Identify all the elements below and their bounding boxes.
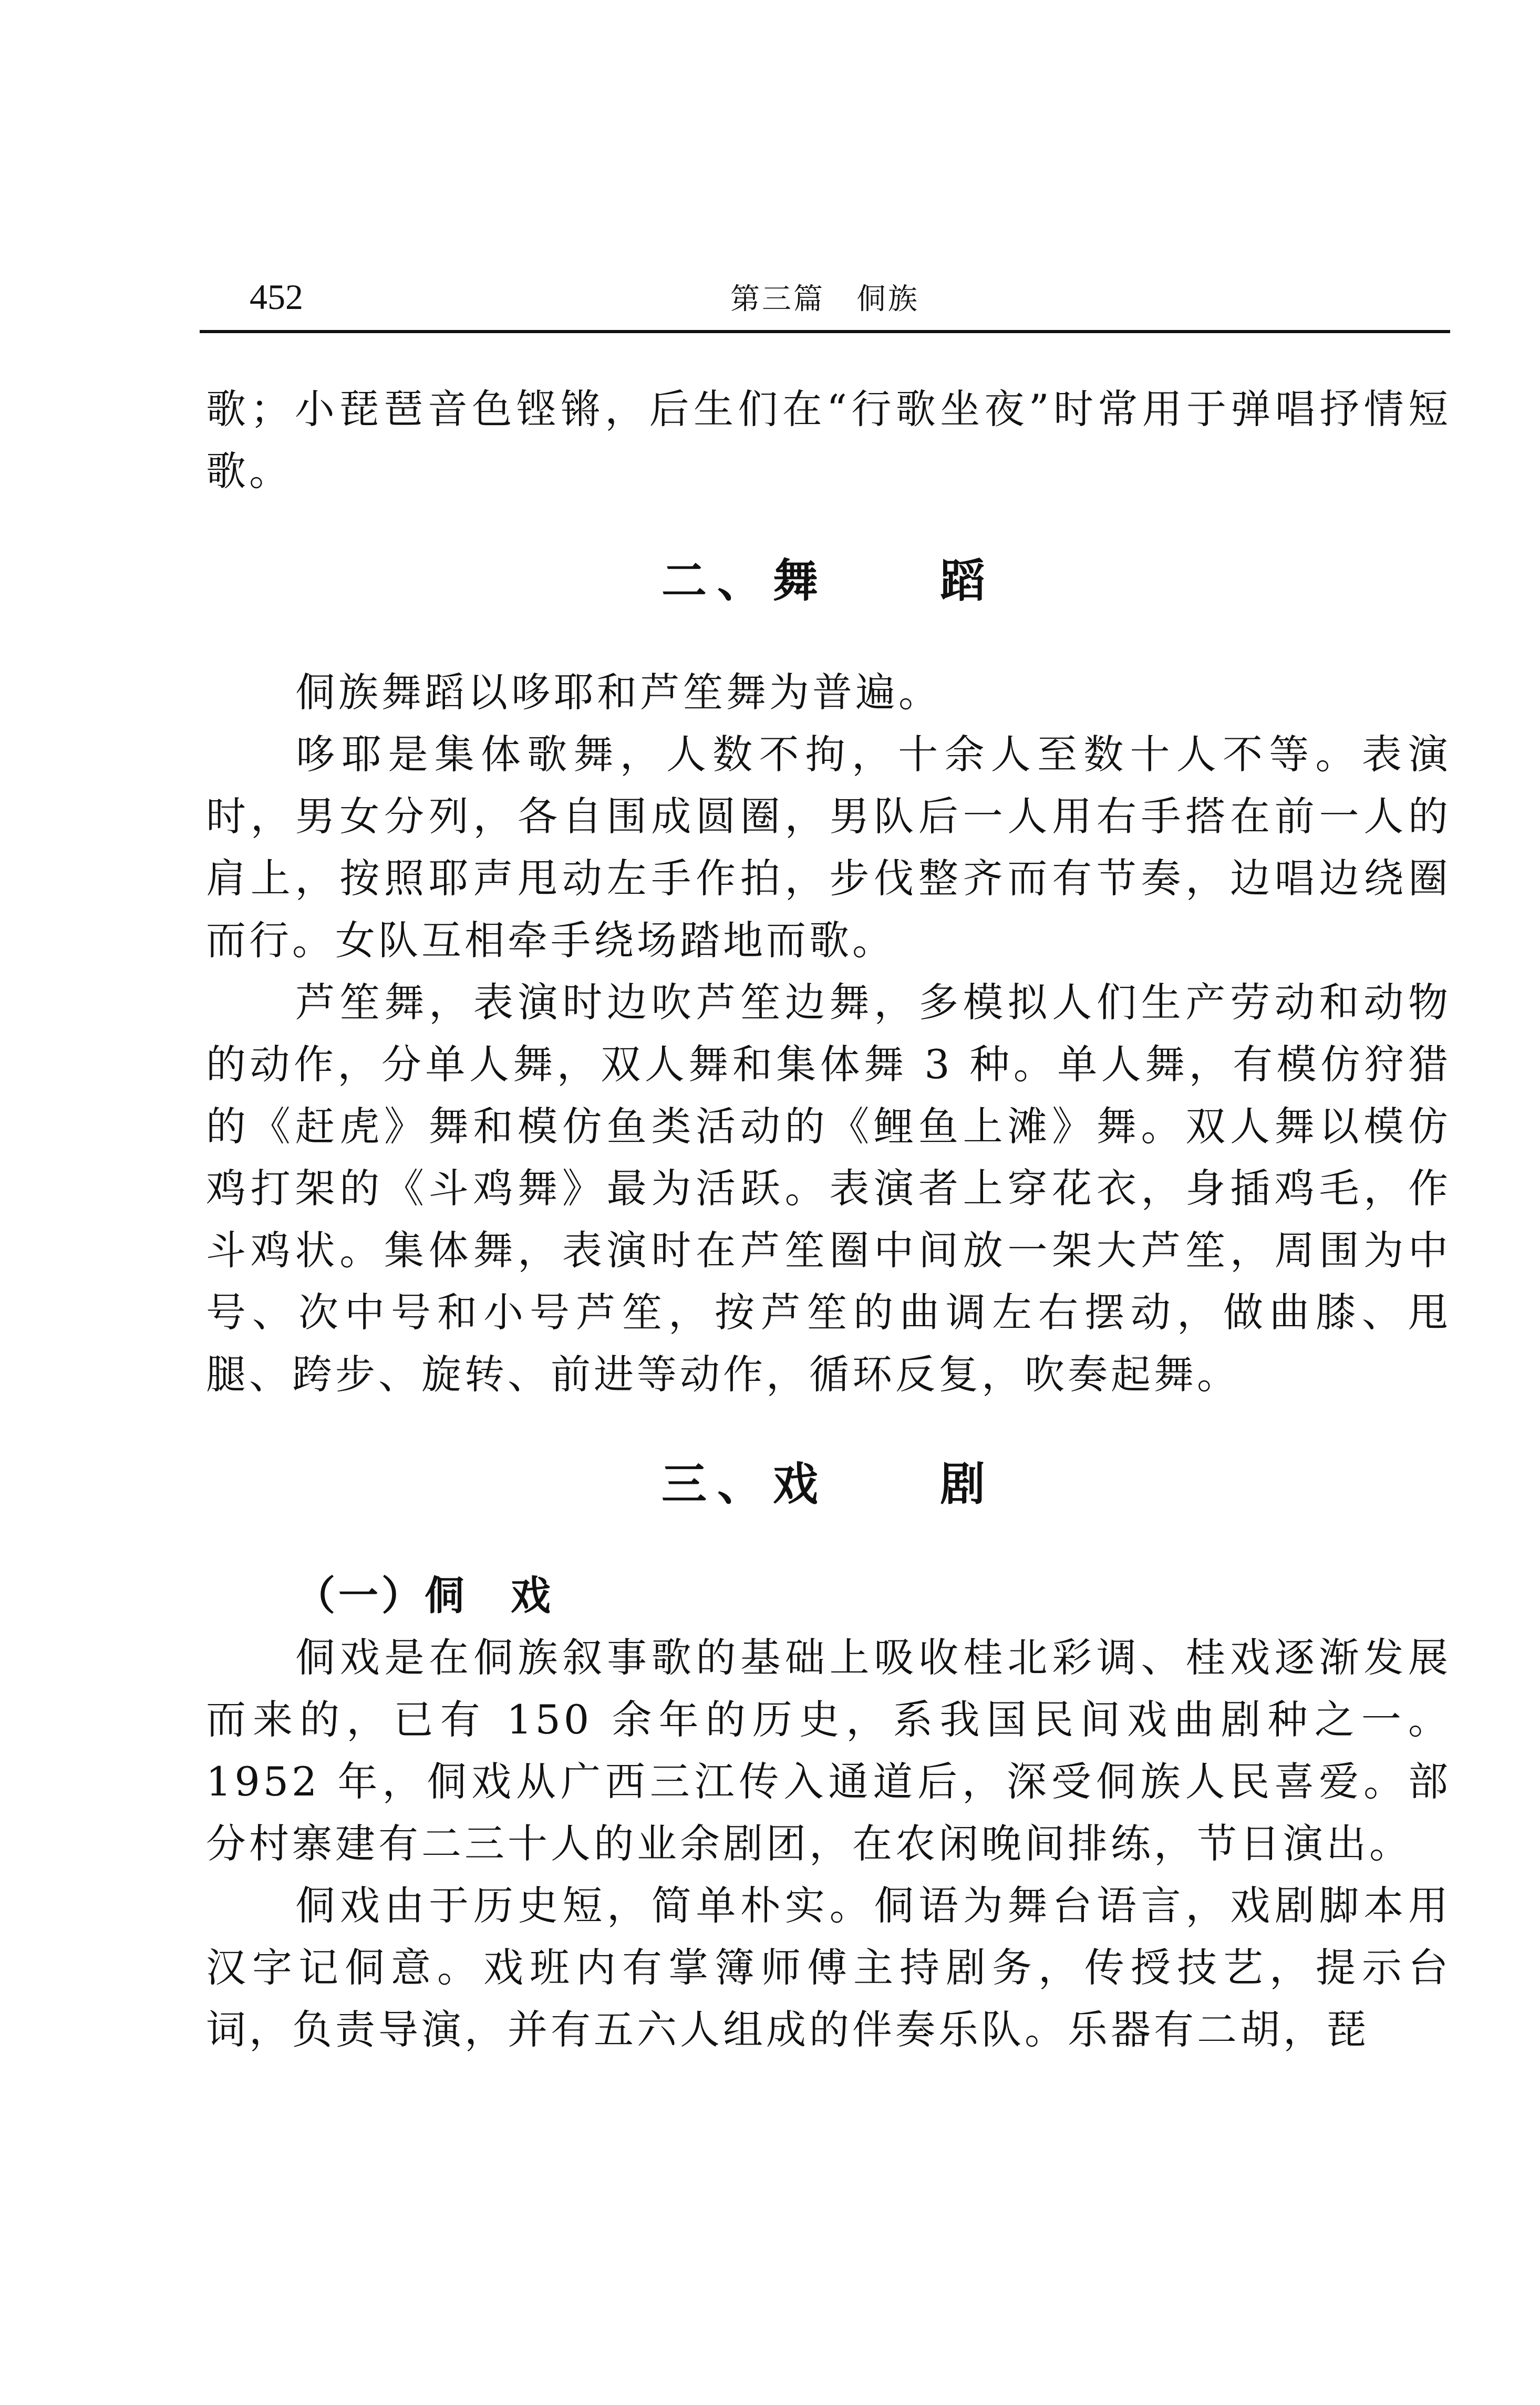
paragraph-lusheng-dance: 芦笙舞，表演时边吹芦笙边舞，多模拟人们生产劳动和动物的动作，分单人舞，双人舞和集体舞 3 种。单人舞，有模仿狩猎的《赶虎》舞和模仿鱼类活动的《鲤鱼上滩》舞。双人舞以模仿鸡打架的《斗鸡舞》最为活跃。表演者上穿花衣，身插鸡毛，作斗鸡状。集体舞，表演时在芦笙圈中间放一架大芦笙，周围为中号、次中号和小号芦笙，按芦笙的曲调左右摆动，做曲膝、甩腿、跨步、旋转、前进等动作，循环反复，吹奏起舞。 (206, 979, 1451, 1398)
subsection-title-dong-opera: （一）侗 戏 (295, 1572, 554, 1619)
section-title-dance: 二、舞 蹈 (662, 555, 996, 607)
page-number: 452 (250, 277, 303, 317)
running-head: 第三篇 侗族 (730, 282, 919, 316)
paragraph-continued: 歌；小琵琶音色铿锵，后生们在“行歌坐夜”时常用于弹唱抒情短歌。 (206, 386, 1451, 494)
page-header (200, 273, 1450, 331)
paragraph-dance-intro: 侗族舞蹈以哆耶和芦笙舞为普遍。 (295, 669, 942, 716)
paragraph-duoye: 哆耶是集体歌舞，人数不拘，十余人至数十人不等。表演时，男女分列，各自围成圆圈，男队后一人用右手搭在前一人的肩上，按照耶声甩动左手作拍，步伐整齐而有节奏，边唱边绕圈而行。女队互相牵手绕场踏地而歌。 (206, 731, 1451, 964)
paragraph-dong-opera-features: 侗戏由于历史短，简单朴实。侗语为舞台语言，戏剧脚本用汉字记侗意。戏班内有掌簿师傅主持剧务，传授技艺，提示台词，负责导演，并有五六人组成的伴奏乐队。乐器有二胡，琵 (206, 1882, 1451, 2053)
page-body (206, 378, 1451, 2061)
paragraph-dong-opera-history: 侗戏是在侗族叙事歌的基础上吸收桂北彩调、桂戏逐渐发展而来的，已有 150 余年的历史，系我国民间戏曲剧种之一。1952 年，侗戏从广西三江传入通道后，深受侗族人民喜爱。部分村寨建有二三十人的业余剧团，在农闲晚间排练，节日演出。 (206, 1634, 1451, 1867)
header-rule (200, 330, 1450, 333)
section-title-drama: 三、戏 剧 (662, 1458, 996, 1511)
